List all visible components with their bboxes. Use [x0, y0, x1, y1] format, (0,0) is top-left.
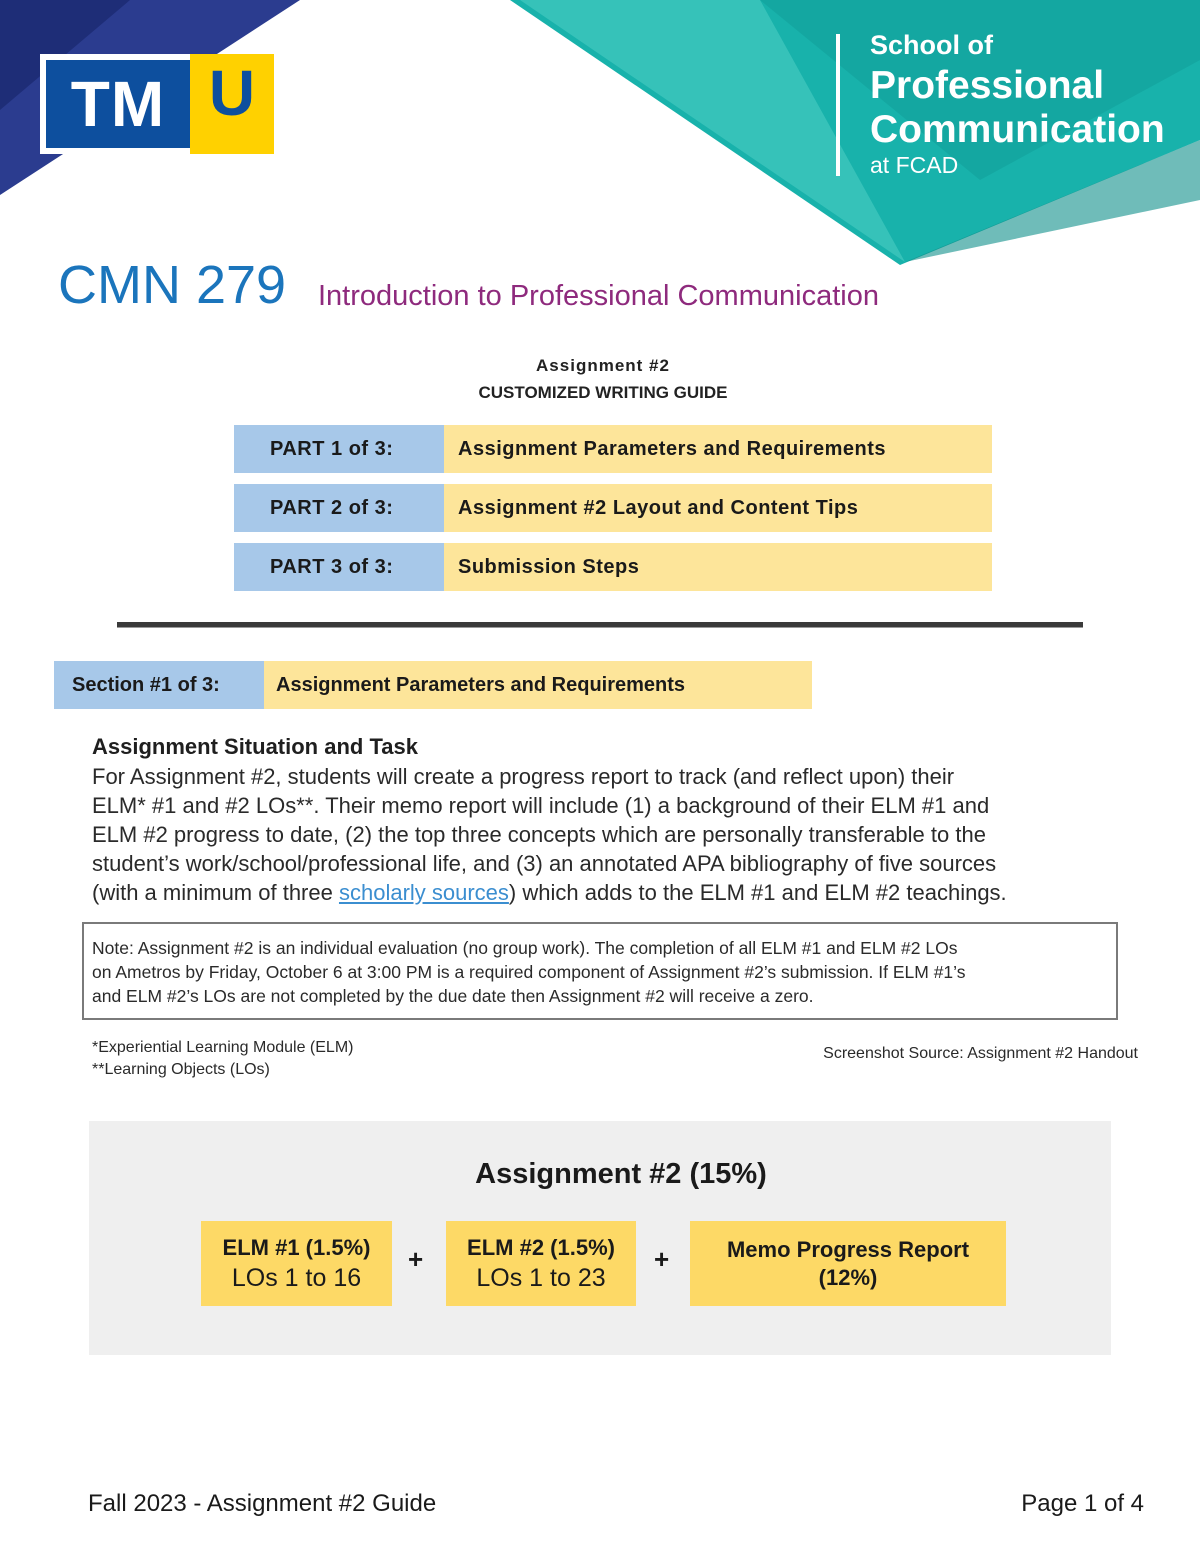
note-line: and ELM #2’s LOs are not completed by the due date then Assignment #2 will receive a zero.	[92, 986, 814, 1006]
assignment-subtitle: CUSTOMIZED WRITING GUIDE	[478, 383, 728, 402]
section-key: Section #1 of 3:	[54, 661, 264, 709]
tmu-logo-main: TM	[40, 54, 196, 154]
grade-card-elm1	[201, 1221, 392, 1306]
school-logo-divider	[836, 34, 840, 176]
grade-card-weight: ELM #2 (1.5%)	[467, 1235, 615, 1260]
assignment-label: Assignment #2	[536, 356, 670, 375]
tmu-logo	[26, 30, 256, 156]
note-text	[92, 936, 1116, 1008]
task-line: ELM* #1 and #2 LOs**. Their memo report will include (1) a background of their ELM #1 and	[92, 793, 990, 818]
section-value: Assignment Parameters and Requirements	[264, 661, 812, 709]
footnote-los: **Learning Objects (LOs)	[92, 1061, 270, 1078]
task-heading: Assignment Situation and Task	[92, 734, 418, 759]
part-key: PART 2 of 3:	[234, 484, 444, 532]
part-row-3	[234, 543, 992, 591]
grading-title: Assignment #2 (15%)	[475, 1158, 767, 1190]
note-line: Note: Assignment #2 is an individual evaluation (no group work). The completion of all ELM #1 and ELM #2 LOs	[92, 938, 958, 958]
task-line: student’s work/school/professional life, and (3) an annotated APA bibliography of five sources	[92, 851, 997, 876]
grade-card-title: Memo Progress Report	[726, 1237, 970, 1262]
footnote-elm: *Experiential Learning Module (ELM)	[92, 1039, 354, 1056]
school-name-line1: School of	[870, 30, 993, 60]
grade-card-memo	[690, 1221, 1006, 1306]
part-row-2	[234, 484, 992, 532]
part-value: Submission Steps	[444, 543, 992, 591]
part-value: Assignment #2 Layout and Content Tips	[444, 484, 992, 532]
part-key: PART 3 of 3:	[234, 543, 444, 591]
grade-card-detail: LOs 1 to 16	[231, 1264, 362, 1292]
school-name-line3: Communication	[870, 108, 1165, 151]
task-line-text: ) which adds to the ELM #1 and ELM #2 teachings.	[508, 880, 1007, 905]
footer-title: Fall 2023 - Assignment #2 Guide	[88, 1490, 437, 1517]
course-name: Introduction to Professional Communication	[318, 280, 879, 312]
task-line	[92, 878, 1122, 907]
task-line: ELM #2 progress to date, (2) the top three concepts which are personally transferable to the	[92, 822, 986, 847]
scholarly-sources-link[interactable]: scholarly sources	[338, 880, 509, 905]
note-line: on Ametros by Friday, October 6 at 3:00 PM is a required component of Assignment #2’s submission. If ELM #1’s	[92, 962, 966, 982]
plus-sign: +	[654, 1244, 670, 1274]
grade-card-elm2	[446, 1221, 636, 1306]
section-divider	[117, 622, 1083, 628]
task-line-text: (with a minimum of three	[92, 880, 339, 905]
grade-card-weight: ELM #1 (1.5%)	[222, 1235, 371, 1260]
grade-card-weight: (12%)	[818, 1265, 878, 1290]
plus-sign: +	[408, 1244, 424, 1274]
school-name-line2: Professional	[870, 64, 1105, 107]
page-number: Page 1 of 4	[1021, 1490, 1144, 1517]
school-name-line4: at FCAD	[870, 152, 959, 178]
course-code: CMN 279	[58, 255, 287, 315]
task-line: For Assignment #2, students will create a progress report to track (and reflect upon) their	[92, 764, 955, 789]
grade-card-detail: LOs 1 to 23	[476, 1264, 606, 1292]
screenshot-source: Screenshot Source: Assignment #2 Handout	[823, 1045, 1138, 1062]
tmu-logo-accent-letter: U	[208, 57, 256, 129]
part-row-1	[234, 425, 992, 473]
task-paragraph	[92, 762, 1122, 907]
tmu-logo-accent	[190, 54, 274, 154]
note-box	[82, 922, 1118, 1020]
part-value: Assignment Parameters and Requirements	[444, 425, 992, 473]
part-key: PART 1 of 3:	[234, 425, 444, 473]
